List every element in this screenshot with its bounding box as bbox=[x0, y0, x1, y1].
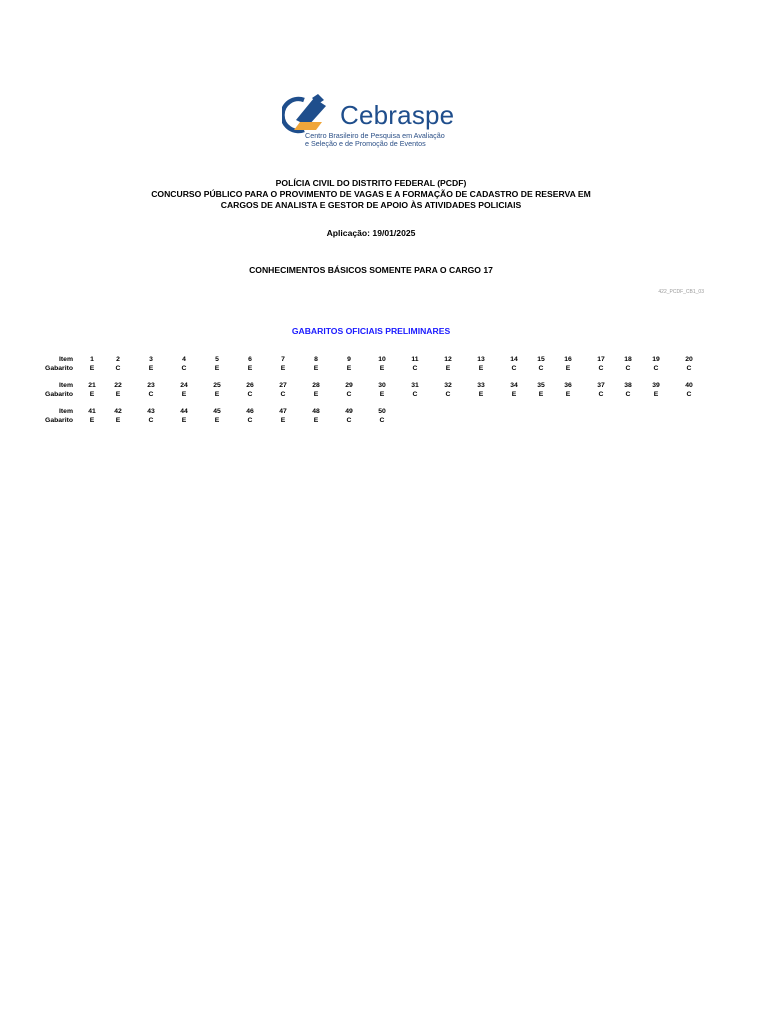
item-row-label: Item bbox=[59, 356, 73, 363]
item-number: 29 bbox=[345, 382, 353, 389]
answer-value: C bbox=[686, 391, 692, 398]
title-line-3: CARGOS DE ANALISTA E GESTOR DE APOIO ÀS ATIVIDADES POLICIAIS bbox=[220, 200, 522, 210]
item-number: 27 bbox=[279, 382, 287, 389]
answer-value: C bbox=[598, 365, 604, 372]
item-number: 30 bbox=[378, 382, 386, 389]
item-number: 9 bbox=[347, 356, 351, 363]
item-number: 20 bbox=[685, 356, 693, 363]
item-number: 50 bbox=[378, 408, 386, 415]
answer-value: C bbox=[247, 391, 253, 398]
item-number: 42 bbox=[114, 408, 122, 415]
item-number: 49 bbox=[345, 408, 353, 415]
item-number: 40 bbox=[685, 382, 693, 389]
answer-value: E bbox=[214, 391, 220, 398]
logo-subtitle-line1: Centro Brasileiro de Pesquisa em Avaliação bbox=[305, 131, 445, 140]
gabarito-row-label: Gabarito bbox=[45, 365, 73, 372]
item-number: 41 bbox=[88, 408, 96, 415]
item-number: 45 bbox=[213, 408, 221, 415]
answer-value: E bbox=[214, 365, 220, 372]
item-number: 13 bbox=[477, 356, 485, 363]
answer-value: E bbox=[181, 391, 187, 398]
answer-value: C bbox=[538, 365, 544, 372]
answer-value: C bbox=[412, 365, 418, 372]
item-number: 46 bbox=[246, 408, 254, 415]
item-number: 47 bbox=[279, 408, 287, 415]
item-number: 48 bbox=[312, 408, 320, 415]
section-title: CONHECIMENTOS BÁSICOS SOMENTE PARA O CARGO 17 bbox=[249, 265, 493, 275]
answer-value: E bbox=[280, 417, 286, 424]
answer-value: C bbox=[598, 391, 604, 398]
item-number: 10 bbox=[378, 356, 386, 363]
answer-value: C bbox=[181, 365, 187, 372]
item-number: 19 bbox=[652, 356, 660, 363]
item-number: 24 bbox=[180, 382, 188, 389]
item-number: 16 bbox=[564, 356, 572, 363]
answer-value: C bbox=[625, 365, 631, 372]
item-number: 39 bbox=[652, 382, 660, 389]
item-number: 2 bbox=[116, 356, 120, 363]
title-line-2: CONCURSO PÚBLICO PARA O PROVIMENTO DE VAGAS E A FORMAÇÃO DE CADASTRO DE RESERVA EM bbox=[151, 189, 591, 199]
item-number: 15 bbox=[537, 356, 545, 363]
item-number: 44 bbox=[180, 408, 188, 415]
answer-value: C bbox=[280, 391, 286, 398]
item-number: 12 bbox=[444, 356, 452, 363]
item-number: 14 bbox=[510, 356, 518, 363]
item-number: 11 bbox=[411, 356, 419, 363]
answer-value: E bbox=[313, 391, 319, 398]
logo-subtitle-line2: e Seleção e de Promoção de Eventos bbox=[305, 139, 426, 148]
item-number: 35 bbox=[537, 382, 545, 389]
document-code: 422_PCDF_CB1_03 bbox=[658, 289, 704, 295]
answer-value: C bbox=[247, 417, 253, 424]
item-number: 26 bbox=[246, 382, 254, 389]
title-line-1: POLÍCIA CIVIL DO DISTRITO FEDERAL (PCDF) bbox=[275, 178, 467, 188]
answer-value: E bbox=[379, 365, 385, 372]
item-number: 22 bbox=[114, 382, 122, 389]
answer-value: E bbox=[148, 365, 154, 372]
item-number: 37 bbox=[597, 382, 605, 389]
answer-value: C bbox=[445, 391, 451, 398]
answer-value: E bbox=[313, 417, 319, 424]
item-number: 34 bbox=[510, 382, 518, 389]
application-date: Aplicação: 19/01/2025 bbox=[326, 228, 416, 238]
answer-value: E bbox=[89, 417, 95, 424]
answer-value: E bbox=[214, 417, 220, 424]
item-number: 23 bbox=[147, 382, 155, 389]
item-number: 6 bbox=[248, 356, 252, 363]
answer-value: E bbox=[379, 391, 385, 398]
answer-value: C bbox=[412, 391, 418, 398]
answer-value: C bbox=[148, 391, 154, 398]
item-number: 8 bbox=[314, 356, 318, 363]
answer-value: E bbox=[346, 365, 352, 372]
item-number: 3 bbox=[149, 356, 153, 363]
answer-value: E bbox=[89, 391, 95, 398]
item-number: 33 bbox=[477, 382, 485, 389]
item-number: 43 bbox=[147, 408, 155, 415]
item-number: 4 bbox=[182, 356, 186, 363]
gabarito-row-label: Gabarito bbox=[45, 417, 73, 424]
item-number: 7 bbox=[281, 356, 285, 363]
answer-value: E bbox=[115, 417, 121, 424]
answer-value: C bbox=[346, 417, 352, 424]
answer-value: E bbox=[445, 365, 451, 372]
gabarito-title: GABARITOS OFICIAIS PRELIMINARES bbox=[291, 326, 451, 336]
item-number: 5 bbox=[215, 356, 219, 363]
item-number: 1 bbox=[90, 356, 94, 363]
answer-value: E bbox=[565, 391, 571, 398]
answer-value: C bbox=[148, 417, 154, 424]
item-number: 21 bbox=[88, 382, 96, 389]
item-number: 25 bbox=[213, 382, 221, 389]
item-number: 32 bbox=[444, 382, 452, 389]
answer-value: C bbox=[379, 417, 385, 424]
answer-value: C bbox=[653, 365, 659, 372]
answer-value: E bbox=[653, 391, 659, 398]
answer-value: E bbox=[115, 391, 121, 398]
item-row-label: Item bbox=[59, 382, 73, 389]
answer-value: E bbox=[511, 391, 517, 398]
answer-value: E bbox=[181, 417, 187, 424]
answer-value: C bbox=[625, 391, 631, 398]
answer-value: C bbox=[115, 365, 121, 372]
item-number: 18 bbox=[624, 356, 632, 363]
answer-value: E bbox=[89, 365, 95, 372]
answer-value: E bbox=[538, 391, 544, 398]
answer-value: E bbox=[247, 365, 253, 372]
answer-value: C bbox=[686, 365, 692, 372]
item-number: 31 bbox=[411, 382, 419, 389]
item-row-label: Item bbox=[59, 408, 73, 415]
item-number: 17 bbox=[597, 356, 605, 363]
answer-value: E bbox=[478, 365, 484, 372]
logo-wordmark: Cebraspe bbox=[340, 100, 455, 130]
item-number: 28 bbox=[312, 382, 320, 389]
answer-value: E bbox=[565, 365, 571, 372]
answer-value: C bbox=[511, 365, 517, 372]
answer-value: E bbox=[313, 365, 319, 372]
answer-value: C bbox=[346, 391, 352, 398]
answer-value: E bbox=[478, 391, 484, 398]
item-number: 36 bbox=[564, 382, 572, 389]
gabarito-row-label: Gabarito bbox=[45, 391, 73, 398]
answer-value: E bbox=[280, 365, 286, 372]
item-number: 38 bbox=[624, 382, 632, 389]
